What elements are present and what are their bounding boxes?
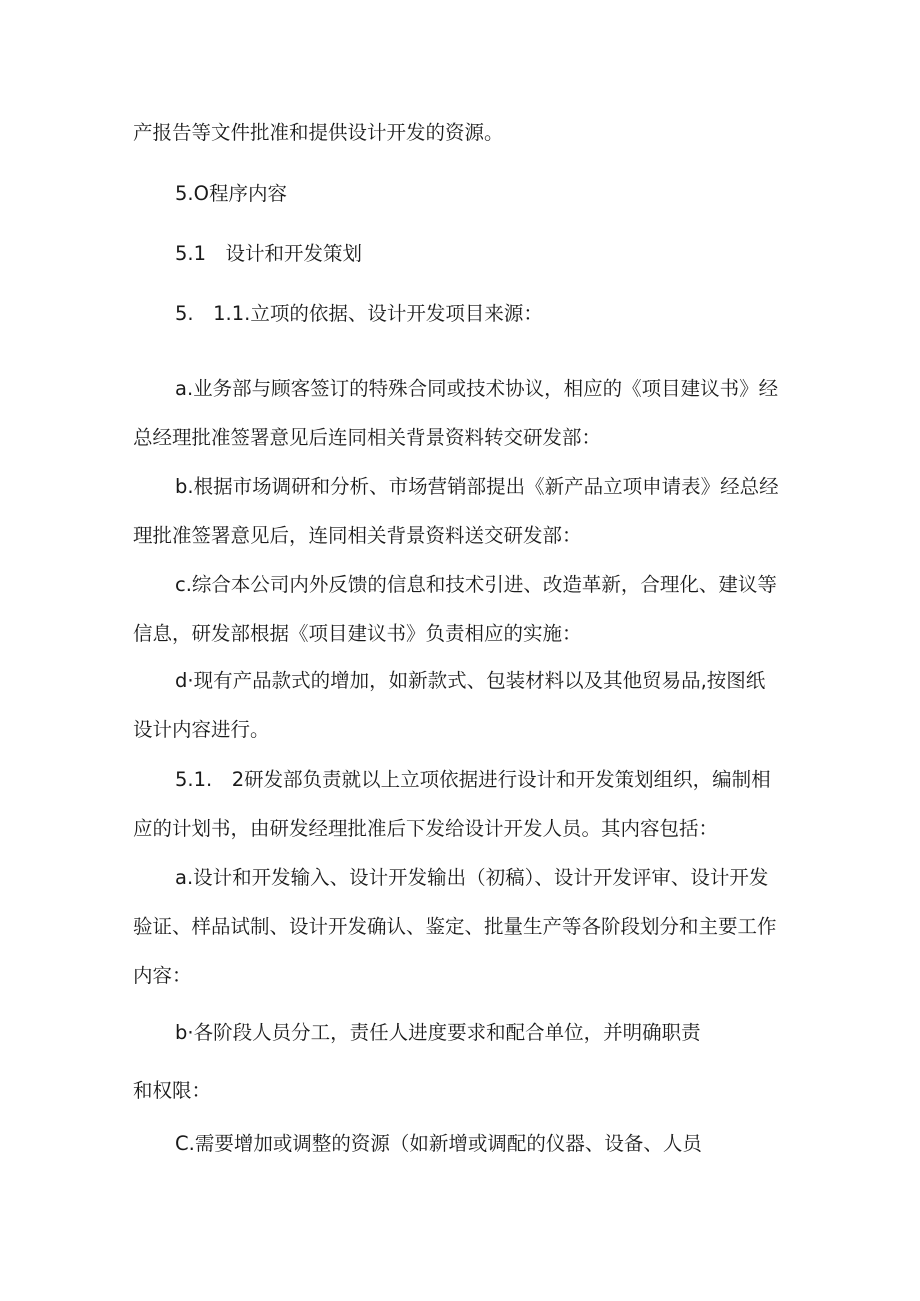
paragraph-line: 和权限： (133, 1079, 212, 1102)
paragraph-line: b.根据市场调研和分析、市场营销部提出《新产品立项申请表》经总经 (175, 475, 779, 498)
paragraph-line: 设计内容进行。 (133, 718, 270, 741)
section-heading-5-1-1: 5. 1.1.立项的依据、设计开发项目来源： (175, 302, 543, 325)
paragraph-line: 应的计划书，由研发经理批准后下发给设计开发人员。其内容包括： (133, 817, 719, 840)
paragraph-line: d·现有产品款式的增加，如新款式、包装材料以及其他贸易品,按图纸 (175, 669, 766, 692)
paragraph-line: 验证、样品试制、设计开发确认、鉴定、批量生产等各阶段划分和主要工作 (133, 915, 777, 938)
section-heading-5-1-2: 5.1. 2研发部负责就以上立项依据进行设计和开发策划组织，编制相 (175, 768, 771, 791)
section-heading-5-0: 5.O程序内容 (175, 182, 287, 205)
paragraph-line: c.综合本公司内外反馈的信息和技术引进、改造革新，合理化、建议等 (175, 573, 777, 596)
paragraph-line: C.需要增加或调整的资源（如新增或调配的仪器、设备、人员 (175, 1132, 702, 1155)
paragraph-line: 内容： (133, 964, 192, 987)
paragraph-line: 理批准签署意见后，连同相关背景资料送交研发部： (133, 524, 582, 547)
paragraph-line: 总经理批准签署意见后连同相关背景资料转交研发部： (133, 426, 602, 449)
section-heading-5-1: 5.1 设计和开发策划 (175, 242, 363, 265)
paragraph-line: a.业务部与顾客签订的特殊合同或技术协议，相应的《项目建议书》经 (175, 377, 779, 400)
paragraph-line: 产报告等文件批准和提供设计开发的资源。 (133, 121, 504, 144)
paragraph-line: 信息，研发部根据《项目建议书》负责相应的实施： (133, 622, 582, 645)
paragraph-line: b·各阶段人员分工，责任人进度要求和配合单位，并明确职责 (175, 1021, 701, 1044)
paragraph-line: a.设计和开发输入、设计开发输出（初稿）、设计开发评审、设计开发 (175, 866, 769, 889)
